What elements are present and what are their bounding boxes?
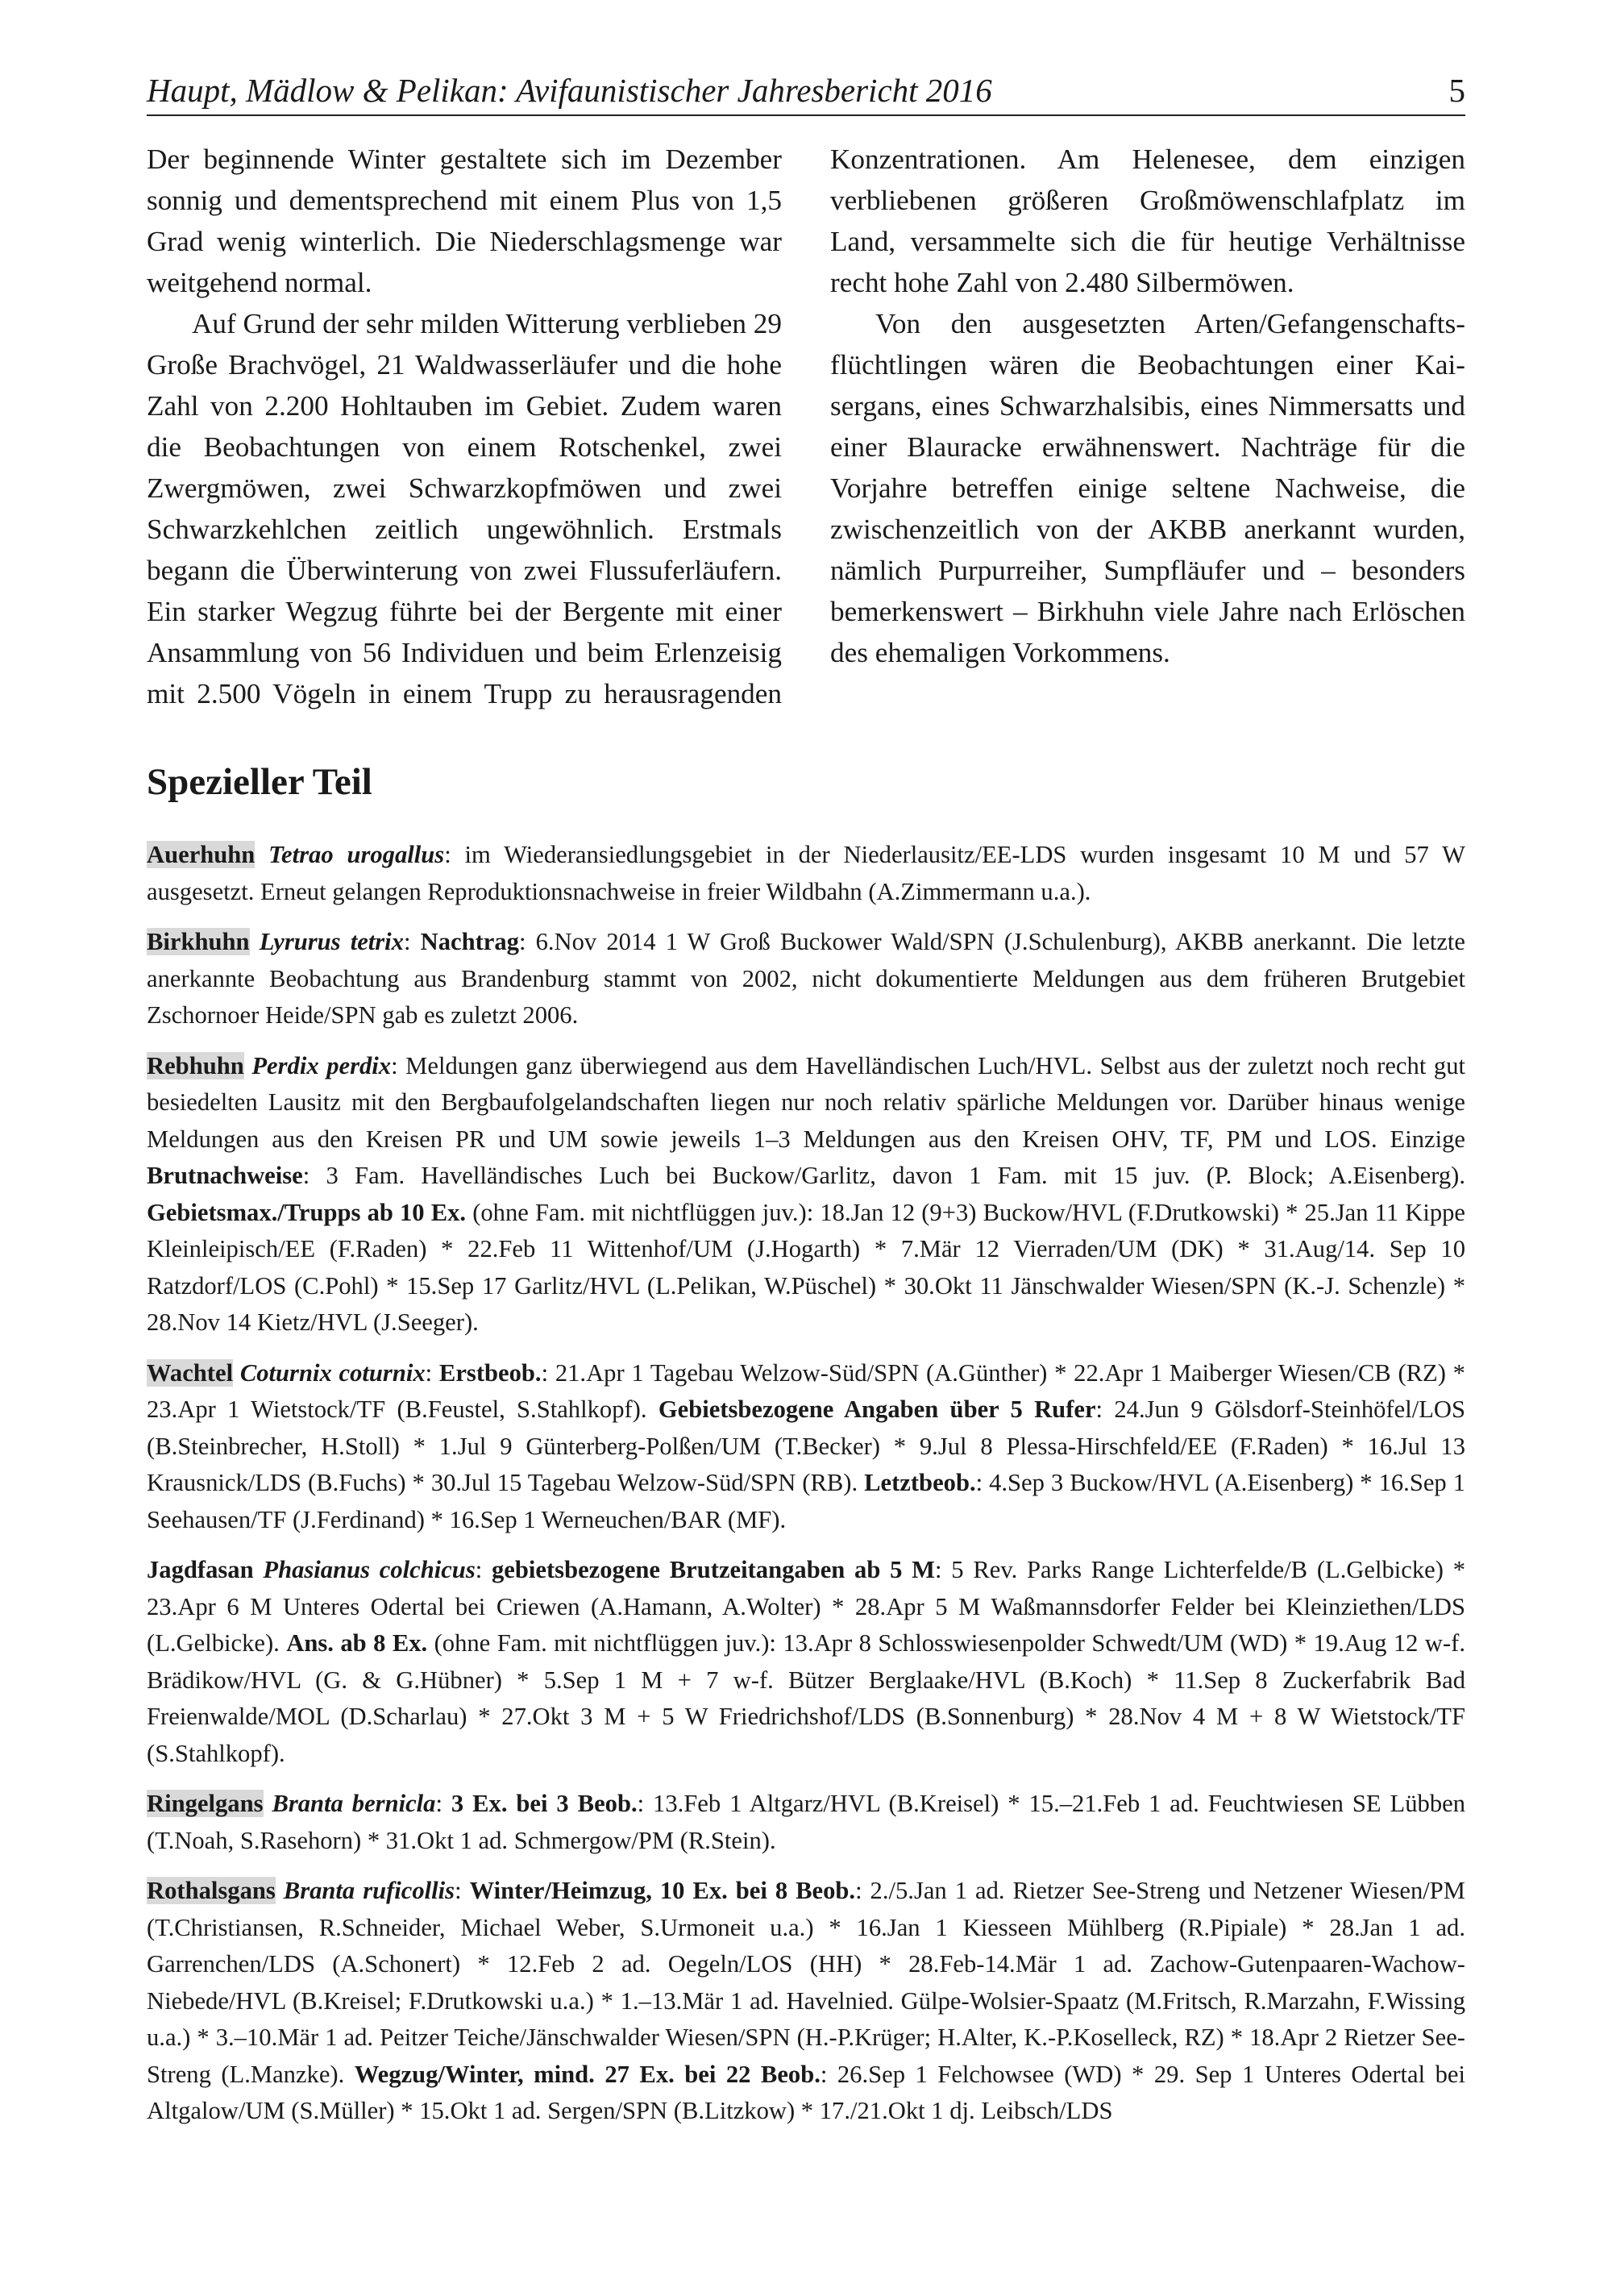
intro-text xyxy=(147,139,1465,714)
entry-text: : xyxy=(475,1556,492,1583)
entry-text: : 24.Jun 9 Gölsdorf-Steinhöfel/LOS (B.Steinbrecher, H.Stoll) * 1.Jul 9 Günterberg-Polßen/UM (T.Becker) * 9.Jul 8 Plessa-Hirschfeld/EE (F.Raden) * 16.Jul 13 Krausnick/LDS (B.Fuchs) * 30.Jul 15 Tagebau Welzow-Süd/SPN (RB). xyxy=(147,1395,1465,1496)
entry-text: : im Wiederansiedlungsgebiet in der Niederlausitz/EE-LDS wurden insgesamt 10 M und 57 W ausgesetzt. Erneut gelangen Reproduktionsnachweise in freier Wildbahn (A.Zimmermann u.a.). xyxy=(147,841,1465,905)
species-name: Wachtel xyxy=(147,1358,234,1387)
species-entry xyxy=(147,1786,1465,1859)
entry-text: : xyxy=(435,1790,451,1817)
scientific-name: Tetrao urogallus xyxy=(268,841,445,868)
entry-text: : 5 Rev. Parks Range Lichterfelde/B (L.Gelbicke) * 23.Apr 6 M Unteres Odertal bei Criewen (A.Hamann, A.Wolter) * 28.Apr 5 M Waßmannsdorfer Felder bei Kleinziethen/LDS (L.Gelbicke). xyxy=(147,1556,1465,1657)
running-header xyxy=(147,66,1465,116)
intro-paragraph: Von den ausgesetzten Arten/Gefangenschaftsflüchtlingen wären die Beobachtungen einer Kaisergans, eines Schwarzhalsibis, eines Nimmersatts und einer Blauracke erwähnenswert. Nachträge für die Vorjahre betreffen einige seltene Nachweise, die zwischenzeitlich von der AKBB anerkannt wurden, nämlich Purpurreiher, Sumpfläufer und – besonders bemerkenswert – Birkhuhn viele Jahre nach Erlöschen des ehemaligen Vorkommens. xyxy=(830,308,1465,668)
species-name: Birkhuhn xyxy=(147,928,250,955)
species-entry xyxy=(147,1048,1465,1341)
header-title: Haupt, Mädlow & Pelikan: Avifaunistischer Jahresbericht 2016 xyxy=(147,72,992,109)
species-entries xyxy=(147,837,1465,2144)
entry-bold-label: Letztbeob. xyxy=(864,1469,976,1496)
entry-bold-label: 3 Ex. bei 3 Beob. xyxy=(451,1790,638,1817)
entry-text: : xyxy=(455,1877,470,1904)
entry-text: : 4.Sep 3 Buckow/HVL (A.Eisenberg) * 16.Sep 1 Seehausen/TF (J.Ferdinand) * 16.Sep 1 Werneuchen/BAR (MF). xyxy=(147,1469,1465,1533)
entry-bold-label: Wegzug/Winter, mind. 27 Ex. bei 22 Beob. xyxy=(354,2060,821,2088)
scientific-name: Lyrurus tetrix xyxy=(259,928,404,955)
entry-bold-label: Erstbeob. xyxy=(438,1358,542,1387)
entry-text: (ohne Fam. mit nichtflüggen juv.): 18.Jan 12 (9+3) Buckow/HVL (F.Drutkowski) * 25.Jan 11 Kippe Kleinleipisch/EE (F.Raden) * 22.Feb 11 Wittenhof/UM (J.Hogarth) * 7.Mär 12 Vierraden/UM (DK) * 31.Aug/14. Sep 10 Ratzdorf/LOS (C.Pohl) * 15.Sep 17 Garlitz/HVL (L.Pelikan, W.Püschel) * 30.Okt 11 Jänschwalder Wiesen/SPN (K.-J. Schenzle) * 28.Nov 14 Kietz/HVL (J.Seeger). xyxy=(147,1198,1465,1336)
species-entry xyxy=(147,837,1465,910)
section-title: Spezieller Teil xyxy=(147,761,372,803)
entry-text: (ohne Fam. mit nichtflüggen juv.): 13.Apr 8 Schlosswiesenpolder Schwedt/UM (WD) * 19.Aug 12 w-f. Brädikow/HVL (G. & G.Hübner) * 5.Sep 1 M + 7 w-f. Bützer Berglaake/HVL (B.Koch) * 11.Sep 8 Zuckerfabrik Bad Freienwalde/MOL (D.Scharlau) * 27.Okt 3 M + 5 W Friedrichshof/LDS (B.Sonnenburg) * 28.Nov 4 M + 8 W Wietstock/TF (S.Stahlkopf). xyxy=(147,1629,1466,1767)
intro-paragraph: Der beginnende Winter gestaltete sich im Dezember sonnig und dementsprechend mit einem Plus von 1,5 Grad wenig winterlich. Die Niederschlagsmenge war weitgehend normal. xyxy=(147,144,782,298)
species-name: Jagdfasan xyxy=(147,1556,254,1583)
entry-text: : xyxy=(425,1358,439,1387)
species-name: Ringelgans xyxy=(147,1790,264,1817)
entry-bold-label: Gebietsmax./Trupps ab 10 Ex. xyxy=(147,1198,467,1226)
entry-text: : 3 Fam. Havelländisches Luch bei Buckow/Garlitz, davon 1 Fam. mit 15 juv. (P. Block; A.Eisenberg). xyxy=(302,1162,1465,1189)
entry-text: : 21.Apr 1 Tagebau Welzow-Süd/SPN (A.Günther) * 22.Apr 1 Maiberger Wiesen/CB (RZ) * 23.Apr 1 Wietstock/TF (B.Feustel, S.Stahlkopf). xyxy=(147,1358,1465,1423)
entry-bold-label: Brutnachweise xyxy=(147,1162,303,1189)
entry-bold-label: gebietsbezogene Brutzeitangaben ab 5 M xyxy=(492,1556,936,1583)
scientific-name: Branta bernicla xyxy=(272,1790,436,1817)
scientific-name: Branta ruficollis xyxy=(283,1877,455,1904)
entry-text: : 13.Feb 1 Altgarz/HVL (B.Kreisel) * 15.–21.Feb 1 ad. Feuchtwiesen SE Lübben (T.Noah, S.Rasehorn) * 31.Okt 1 ad. Schmergow/PM (R.Stein). xyxy=(147,1790,1465,1854)
species-entry xyxy=(147,1355,1465,1539)
species-entry xyxy=(147,924,1465,1034)
species-name: Rebhuhn xyxy=(147,1051,244,1079)
entry-text: : 26.Sep 1 Felchowsee (WD) * 29. Sep 1 Unteres Odertal bei Altgalow/UM (S.Müller) * 15.Okt 1 ad. Sergen/SPN (B.Litzkow) * 17./21.Okt 1 dj. Leibsch/LDS xyxy=(147,2060,1465,2124)
species-entry xyxy=(147,1873,1465,2130)
entry-bold-label: Ans. ab 8 Ex. xyxy=(286,1629,428,1657)
entry-text: : Meldungen ganz überwiegend aus dem Havelländischen Luch/HVL. Selbst aus der zuletzt noch recht gut besiedelten Lausitz mit den Bergbaufolgelandschaften liegen nur noch relativ spärliche Meldungen vor. Darüber hinaus wenige Meldungen aus den Kreisen PR und UM sowie jeweils 1–3 Meldungen aus den Kreisen OHV, TF, PM und LOS. Einzige xyxy=(147,1051,1465,1153)
species-name: Rothalsgans xyxy=(147,1877,276,1904)
entry-text: : xyxy=(403,928,421,955)
entry-text: : 6.Nov 2014 1 W Groß Buckower Wald/SPN (J.Schulenburg), AKBB anerkannt. Die letzte anerkannte Beobachtung aus Brandenburg stammt von 2002, nicht dokumentierte Meldungen aus dem früheren Brutgebiet Zschornoer Heide/SPN gab es zuletzt 2006. xyxy=(147,928,1465,1029)
entry-bold-label: Nachtrag xyxy=(420,928,519,955)
entry-bold-label: Winter/Heimzug, 10 Ex. bei 8 Beob. xyxy=(469,1877,856,1904)
species-entry xyxy=(147,1552,1465,1772)
entry-text: : 2./5.Jan 1 ad. Rietzer See-Streng und Netzener Wiesen/PM (T.Christiansen, R.Schneider, Michael Weber, S.Urmoneit u.a.) * 16.Jan 1 Kiesseen Mühlberg (R.Pipiale) * 28.Jan 1 ad. Garrenchen/LDS (A.Schonert) * 12.Feb 2 ad. Oegeln/LOS (HH) * 28.Feb-14.Mär 1 ad. Zachow-Gutenpaaren-Wachow-Niebede/HVL (B.Kreisel; F.Drutkowski u.a.) * 1.–13.Mär 1 ad. Havelnied. Gülpe-Wolsier-Spaatz (M.Fritsch, R.Marzahn, F.Wissing u.a.) * 3.–10.Mär 1 ad. Peitzer Teiche/Jänschwalder Wiesen/SPN (H.-P.Krüger; H.Alter, K.-P.Koselleck, RZ) * 18.Apr 2 Rietzer See-Streng (L.Manzke). xyxy=(147,1877,1465,2088)
intro-paragraph: Auf Grund der sehr milden Witterung verblieben 29 Große Brachvögel, 21 Waldwasserläufer und die hohe Zahl von 2.200 Hohltauben im Gebiet. Zudem waren die Beobachtungen von einem Rotschenkel, zwei Zwergmöwen, zwei Schwarzkopfmöwen und zwei Schwarzkehlchen zeitlich ungewöhnlich. Erstmals begann die Überwinterung von zwei Flussuferläufern. Ein starker Wegzug führte bei der Bergente mit einer Ansammlung von 56 Individuen und beim Erlenzeisig mit 2.500 Vögeln in einem Trupp zu herausragenden Konzentrationen. Am Helenesee, dem einzigen verbliebenen größeren Großmöwenschlafplatz im Land, versammelte sich die für heutige Verhältnisse recht hohe Zahl von 2.480 Silbermöwen. xyxy=(147,144,1465,709)
scientific-name: Coturnix coturnix xyxy=(239,1358,426,1387)
entry-bold-label: Gebietsbezogene Angaben über 5 Rufer xyxy=(658,1395,1096,1423)
scientific-name: Perdix perdix xyxy=(251,1051,392,1079)
scientific-name: Phasianus colchicus xyxy=(263,1556,476,1583)
page-number: 5 xyxy=(1448,72,1465,109)
species-name: Auerhuhn xyxy=(147,841,256,868)
